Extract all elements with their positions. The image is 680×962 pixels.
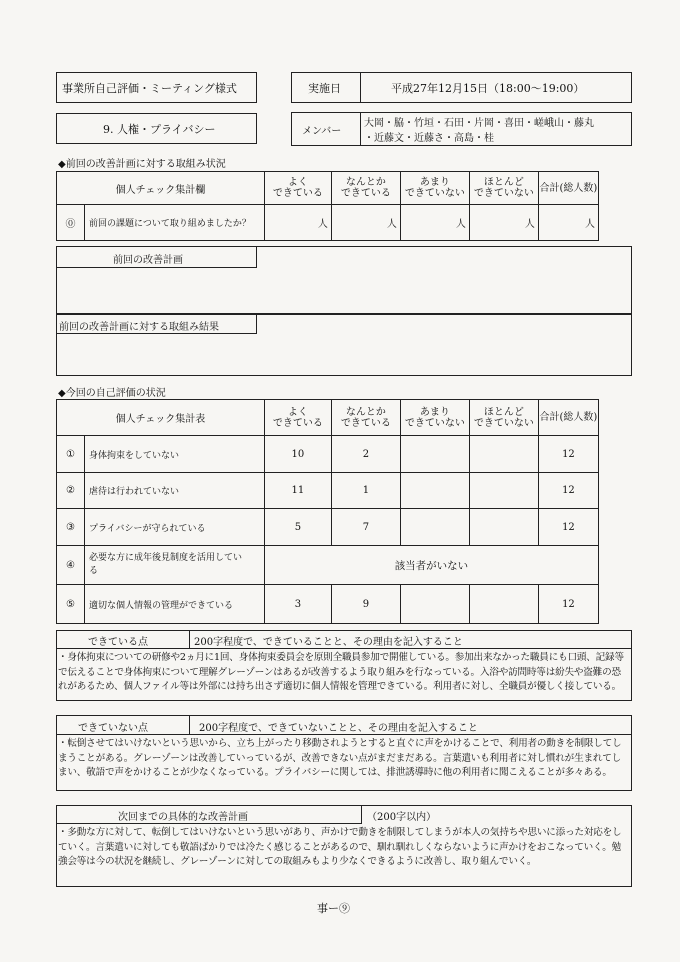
cell-somewhat: 2: [331, 436, 400, 473]
row-question: 前回の課題について取り組めましたか？: [85, 205, 265, 241]
col-hardly: ほとんど できていない: [469, 172, 538, 205]
col-not-much: あまり できていない: [400, 172, 469, 205]
cell-not-much: [400, 585, 469, 624]
row-label: プライバシーが守られている: [85, 509, 265, 546]
current-check-table: [56, 399, 599, 624]
members-label: メンバー: [302, 126, 342, 137]
row-number: ⑤: [57, 585, 85, 624]
unit-cell: 人: [538, 205, 598, 241]
cell-somewhat: 9: [331, 585, 400, 624]
cell-not-much: [400, 436, 469, 473]
cell-total: 12: [538, 509, 598, 546]
row-number: ③: [57, 509, 85, 546]
col-good: よく できている: [264, 172, 331, 205]
row-label: 身体拘束をしていない: [85, 436, 265, 473]
cell-good: 5: [264, 509, 331, 546]
bad-points-instruction: 200字程度で、できていないことと、その理由を記入すること: [199, 723, 478, 734]
previous-result-label: 前回の改善計画に対する取組み結果: [59, 322, 219, 333]
members-line-2: ・近藤文・近藤さ・高島・桂: [364, 133, 494, 144]
current-table-title: 個人チェック集計表: [57, 400, 265, 436]
col-somewhat: なんとか できている: [331, 400, 400, 436]
current-section-title: ◆今回の自己評価の状況: [58, 388, 166, 399]
col-total: 合計(総人数): [538, 400, 598, 436]
members-line-1: 大岡・脇・竹垣・石田・片岡・喜田・嵯峨山・藤丸: [364, 118, 594, 129]
row-label: [85, 546, 265, 585]
cell-hardly: [469, 509, 538, 546]
row-label: 適切な個人情報の管理ができている: [85, 585, 265, 624]
cell-not-much: [400, 509, 469, 546]
unit-cell: 人: [264, 205, 331, 241]
col-not-much: あまり できていない: [400, 400, 469, 436]
bad-points-label: できていない点: [78, 723, 148, 734]
row-number: ④: [57, 546, 85, 585]
cell-somewhat: 1: [331, 473, 400, 509]
previous-plan-label: 前回の改善計画: [113, 255, 183, 266]
good-points-text: ・身体拘束についての研修や2ヵ月に1回、身体拘束委員会を原則全職員参加で開催している。参加出来なかった職員にも口頭、記録等で伝えることで身体拘束について理解グレーゾーンはあるが改善するよう取り組みを行なっている。入浴や訪問時等は紛失や盗難の恐れがあるため、個人ファイル等は外部には持ち出さず適切に個人情報を管理できている。利用者に対し、全職員が優しく接している。: [58, 652, 624, 693]
cell-hardly: [469, 473, 538, 509]
cell-hardly: [469, 585, 538, 624]
row-number: ②: [57, 473, 85, 509]
cell-good: 3: [264, 585, 331, 624]
previous-section-title: ◆前回の改善計画に対する取組み状況: [58, 159, 226, 170]
form-title: 事業所自己評価・ミーティング様式: [62, 82, 237, 95]
row-label: 虐待は行われていない: [85, 473, 265, 509]
cell-total: 12: [538, 585, 598, 624]
next-plan-instruction: （200字以内）: [367, 812, 437, 823]
cell-somewhat: 7: [331, 509, 400, 546]
cell-good: 11: [264, 473, 331, 509]
row4-label-line2: る: [89, 566, 99, 576]
cell-total: 12: [538, 473, 598, 509]
bad-points-text: ・転倒させてはいけないという思いから、立ち上がったり移動されようとすると直ぐに声をかけることで、利用者の動きを制限してしまうことがある。グレーゾーンは改善していっているが、改善できない点がまだまだある。言葉遣いも利用者に対し慣れが生まれてしまい、敬語で声をかけることが少なくなっている。プライバシーに関しては、排泄誘導時に他の利用者に聞こえることが多々ある。: [58, 738, 622, 779]
cell-hardly: [469, 436, 538, 473]
row4-note: 該当者がいない: [264, 546, 598, 585]
row-number: ⓪: [57, 205, 85, 241]
col-total: 合計(総人数): [538, 172, 598, 205]
row-number: ①: [57, 436, 85, 473]
good-points-label: できている点: [88, 637, 148, 648]
next-plan-text: ・多動な方に対して、転倒してはいけないという思いがあり、声かけで動きを制限してしまうが本人の気持ちや思いに添った対応をしていく。言葉遣いに対しても敬語ばかりでは冷たく感じることがあるので、馴れ馴れしくならないように声かけをおこなっていく。勉強会等は今の状況を継続し、グレーゾーンに対しての取組みもより少なくできるように改善し、取り組んでいく。: [58, 827, 622, 868]
row4-label-line1: 必要な方に成年後見制度を活用してい: [89, 553, 243, 563]
next-plan-label: 次回までの具体的な改善計画: [118, 812, 248, 823]
previous-table-title: 個人チェック集計欄: [57, 172, 265, 205]
col-hardly: ほとんど できていない: [469, 400, 538, 436]
unit-cell: 人: [331, 205, 400, 241]
date-label: 実施日: [308, 82, 341, 95]
cell-total: 12: [538, 436, 598, 473]
unit-cell: 人: [400, 205, 469, 241]
cell-not-much: [400, 473, 469, 509]
date-value: 平成27年12月15日（18:00〜19:00）: [391, 82, 585, 95]
cell-good: 10: [264, 436, 331, 473]
topic-title: 9. 人権・プライバシー: [103, 123, 216, 136]
col-somewhat: なんとか できている: [331, 172, 400, 205]
page-number: 事ー⑨: [317, 902, 350, 915]
col-good: よく できている: [264, 400, 331, 436]
previous-check-table: [56, 171, 599, 241]
unit-cell: 人: [469, 205, 538, 241]
good-points-instruction: 200字程度で、できていることと、その理由を記入すること: [194, 637, 463, 648]
